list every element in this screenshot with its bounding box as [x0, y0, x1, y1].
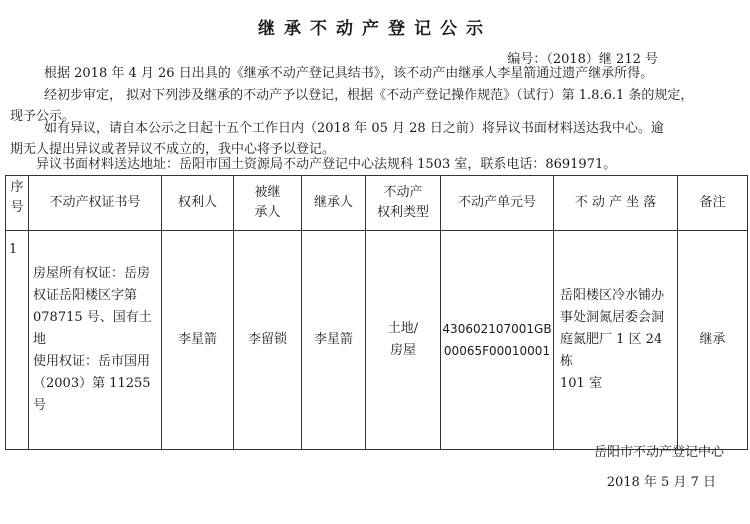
- cell-right-type: 土地/ 房屋: [366, 231, 441, 450]
- issuing-organization: 岳阳市不动产登记中心: [593, 445, 724, 460]
- cell-unit-no: 430602107001GB 00065F00010001: [441, 231, 554, 450]
- header-seq: 序 号: [6, 176, 29, 231]
- paragraph-basis: 根据 2018 年 4 月 26 日出具的《继承不动产登记具结书》，该不动产由继承人李星箭通过遗产继承所得。: [44, 66, 654, 81]
- cell-location: 岳阳楼区冷水铺办 事处洞氮居委会洞 庭氮肥厂 1 区 24 栋 101 室: [554, 231, 678, 450]
- document-number: 编号：（2018）继 212 号: [507, 52, 658, 67]
- table-header-row: [6, 176, 748, 231]
- notice-title: 继承不动产登记公示: [258, 19, 492, 39]
- cell-seq: 1: [6, 231, 29, 450]
- header-owner: 权利人: [162, 176, 234, 231]
- header-location: 不 动 产 坐 落: [554, 176, 678, 231]
- header-heir: 继承人: [302, 176, 366, 231]
- header-unit-no: 不动产单元号: [441, 176, 554, 231]
- cell-heir: 李星箭: [302, 231, 366, 450]
- paragraph-review-line1: 经初步审定， 拟对下列涉及继承的不动产予以登记，根据《不动产登记操作规范》（试行）第 1.8.6.1 条的规定，: [44, 88, 694, 103]
- cell-remark: 继承: [678, 231, 748, 450]
- header-decedent: 被继 承人: [234, 176, 302, 231]
- paragraph-review-line2: 现予公示。: [10, 109, 76, 124]
- paragraph-objection-line2: 期无人提出异议或者异议不成立的，我中心将予以登记。: [10, 142, 336, 157]
- header-cert-no: 不动产权证书号: [29, 176, 162, 231]
- cell-owner: 李星箭: [162, 231, 234, 450]
- cell-cert-no: 房屋所有权证：岳房 权证岳阳楼区字第 078715 号、国有土地 使用权证：岳市国用 （2003）第 11255 号: [29, 231, 162, 450]
- cell-decedent: 李留锁: [234, 231, 302, 450]
- paragraph-address: 异议书面材料送达地址：岳阳市国土资源局不动产登记中心法规科 1503 室，联系电话：8691971。: [36, 157, 617, 172]
- table-row: [6, 231, 748, 450]
- registration-table: [5, 175, 748, 450]
- header-remark: 备注: [678, 176, 748, 231]
- paragraph-objection-line1: 如有异议，请自本公示之日起十五个工作日内（2018 年 05 月 28 日之前）将异议书面材料送达我中心。逾: [44, 121, 664, 136]
- header-right-type: 不动产 权利类型: [366, 176, 441, 231]
- issue-date: 2018 年 5 月 7 日: [606, 475, 716, 490]
